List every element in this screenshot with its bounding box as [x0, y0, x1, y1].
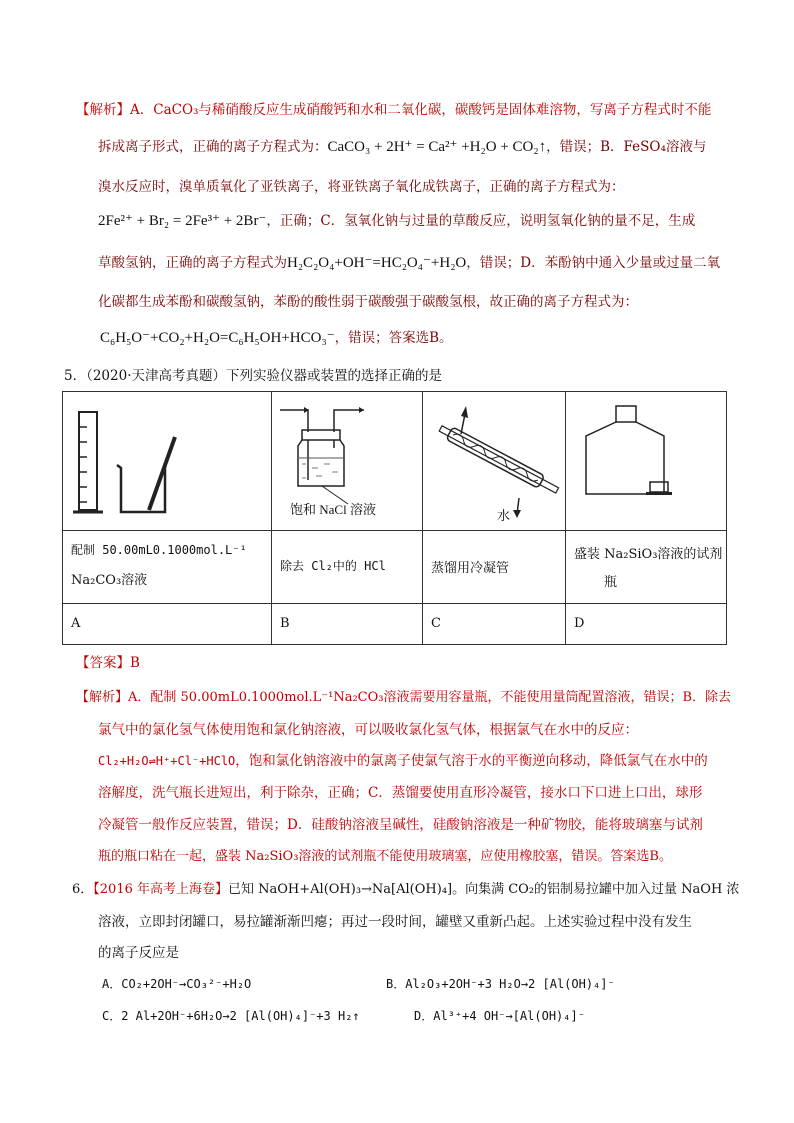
desc-a: 配制 50.00mL0.1000mol.L⁻¹ Na₂CO₃溶液: [63, 531, 272, 604]
option-d-label: D: [566, 604, 727, 645]
analysis2-line1: 【解析】A．配制 50.00mL0.1000mol.L⁻¹Na₂CO₃溶液需要用容量瓶，不能使用量筒配置溶液，错误；B．除去: [76, 690, 732, 705]
analysis2-line2: 氯气中的氯化氢气体使用饱和氯化钠溶液，可以吸收氯化氢气体，根据氯气在水中的反应：: [98, 722, 638, 738]
desc-d: 盛装 Na₂SiO₃溶液的试剂 瓶: [566, 531, 727, 604]
answer-tag: 【答案】: [76, 655, 130, 671]
question-6-line3: 的离子反应是: [98, 945, 179, 961]
analysis2-line5: 冷凝管一般作反应装置，错误；D．硅酸钠溶液呈碱性，硅酸钠溶液是一种矿物胶，能将玻璃塞与试剂: [98, 817, 703, 833]
reagent-bottle-diagram: [566, 392, 726, 530]
diagram-cell-c: [423, 392, 566, 531]
analysis1-line5: 草酸氢钠，正确的离子方程式为H₂C₂O₄+OH⁻=HC₂O₄⁻+H₂O，错误；D．苯酚钠中通入少量或过量二氧: [98, 255, 721, 271]
equation: 2Fe²⁺ + Br₂ = 2Fe³⁺ + 2Br⁻: [98, 213, 267, 229]
question-5-table: [62, 391, 727, 645]
question-source: 【2016 年高考上海卷】: [93, 882, 228, 897]
analysis1-line3: 溴水反应时，溴单质氧化了亚铁离子，将亚铁离子氧化成铁离子，正确的离子方程式为：: [98, 179, 625, 195]
option-d: D．Al³⁺+4 OH⁻→[Al(OH)₄]⁻: [414, 1009, 585, 1023]
question-6-line2: 溶液，立即封闭罐口，易拉罐渐渐凹瘪；再过一段时间，罐壁又重新凸起。上述实验过程中没有发生: [98, 914, 692, 930]
analysis-tag: 【解析】: [76, 690, 129, 705]
analysis1-line2: 拆成离子形式，正确的离子方程式为：CaCO₃ + 2H⁺ = Ca²⁺ +H₂O + CO₂↑，错误；B．FeSO₄溶液与: [98, 139, 707, 155]
equation: CaCO₃ + 2H⁺ = Ca²⁺ +H₂O + CO₂↑: [327, 139, 547, 155]
answer: [76, 653, 140, 673]
question-6-line1: 6．【2016 年高考上海卷】已知 NaOH+Al(OH)₃→Na[Al(OH)₄]。向集满 CO₂的铝制易拉罐中加入过量 NaOH 浓: [72, 882, 740, 897]
answer-value: B: [130, 655, 140, 671]
analysis1-line1: 【解析】A．CaCO₃与稀硝酸反应生成硝酸钙和水和二氧化碳，碳酸钙是固体难溶物，写离子方程式时不能: [76, 102, 712, 118]
question-5-stem: 5．（2020·天津高考真题）下列实验仪器或装置的选择正确的是: [64, 368, 442, 384]
diagram-cell-d: [566, 392, 727, 531]
analysis2-line4: 溶解度，洗气瓶长进短出，利于除杂，正确；C．蒸馏要使用直形冷凝管，接水口下口进上口出，球形: [98, 785, 703, 801]
analysis1-line6: 化碳都生成苯酚和碳酸氢钠，苯酚的酸性弱于碳酸强于碳酸氢根，故正确的离子方程式为：: [98, 294, 638, 310]
analysis1-line7: C₆H₅O⁻+CO₂+H₂O=C₆H₅OH+HCO₃⁻，错误；答案选B。: [100, 330, 453, 346]
gas-washing-bottle-diagram: [272, 392, 422, 530]
analysis2-line3: Cl₂+H₂O⇌H⁺+Cl⁻+HClO，饱和氯化钠溶液中的氯离子使氯气溶于水的平衡逆向移动，降低氯气在水中的: [98, 753, 708, 769]
option-b-label: B: [272, 604, 423, 645]
diagram-cell-a: [63, 392, 272, 531]
desc-b: 除去 Cl₂中的 HCl: [272, 531, 423, 604]
option-c: C．2 Al+2OH⁻+6H₂O→2 [Al(OH)₄]⁻+3 H₂↑: [102, 1009, 360, 1023]
bottle-label: 饱和 NaCl 溶液: [290, 502, 376, 517]
equation: H₂C₂O₄+OH⁻=HC₂O₄⁻+H₂O: [287, 255, 467, 271]
graduated-cylinder-and-beaker-diagram: [63, 392, 271, 530]
condenser-diagram: [423, 392, 565, 530]
equation: Cl₂+H₂O⇌H⁺+Cl⁻+HClO: [98, 754, 236, 768]
desc-c: 蒸馏用冷凝管: [423, 531, 566, 604]
water-label: 水: [497, 508, 511, 523]
option-c-label: C: [423, 604, 566, 645]
option-b: B．Al₂O₃+2OH⁻+3 H₂O→2 [Al(OH)₄]⁻: [386, 977, 615, 991]
analysis1-line4: 2Fe²⁺ + Br₂ = 2Fe³⁺ + 2Br⁻，正确；C．氢氧化钠与过量的草酸反应，说明氢氧化钠的量不足，生成: [98, 213, 696, 229]
diagram-cell-b: [272, 392, 423, 531]
option-a: A．CO₂+2OH⁻→CO₃²⁻+H₂O: [102, 977, 252, 991]
equation: C₆H₅O⁻+CO₂+H₂O=C₆H₅OH+HCO₃⁻: [100, 330, 335, 346]
analysis2-line6: 瓶的瓶口粘在一起，盛装 Na₂SiO₃溶液的试剂瓶不能使用玻璃塞，应使用橡胶塞，错误。答案选B。: [98, 849, 672, 864]
analysis-tag: 【解析】: [76, 102, 130, 118]
option-a-label: A: [63, 604, 272, 645]
